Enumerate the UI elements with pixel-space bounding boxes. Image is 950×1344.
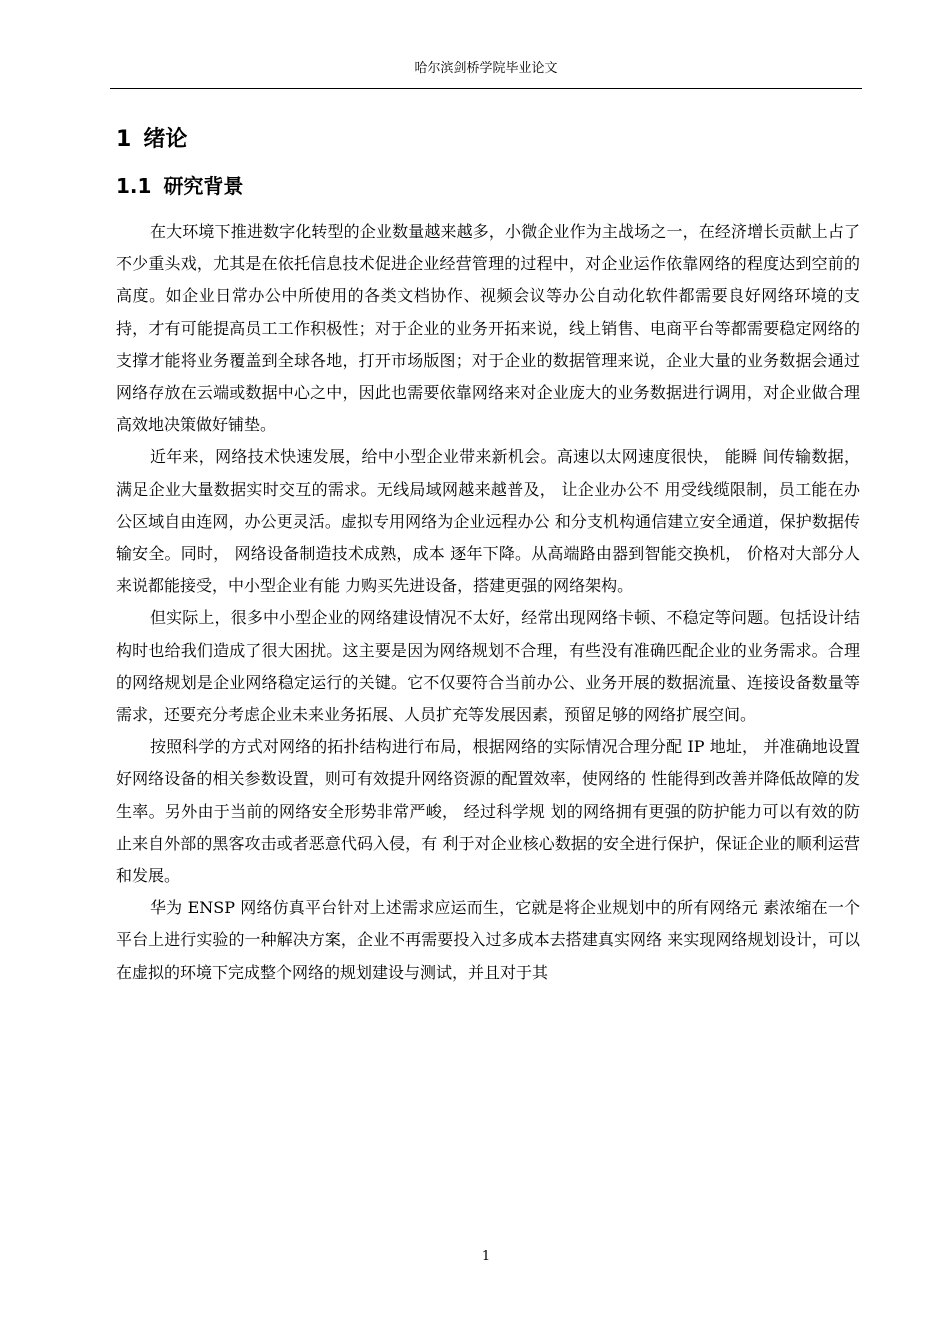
body-text bbox=[116, 216, 860, 989]
paragraph-3: 但实际上，很多中小型企业的网络建设情况不太好，经常出现网络卡顿、不稳定等问题。包括设计结构时也给我们造成了很大困扰。这主要是因为网络规划不合理，有些没有准确匹配企业的业务需求。合理的网络规划是企业网络稳定运行的关键。它不仅要符合当前办公、业务开展的数据流量、连接设备数量等需求，还要充分考虑企业未来业务拓展、人员扩充等发展因素，预留足够的网络扩展空间。 bbox=[116, 608, 860, 725]
chapter-title-text: 绪论 bbox=[143, 127, 188, 152]
paragraph-5: 华为 ENSP 网络仿真平台针对上述需求应运而生，它就是将企业规划中的所有网络元 素浓缩在一个平台上进行实验的一种解决方案，企业不再需要投入过多成本去搭建真实网络 来实现网络规划设计，可以在虚拟的环境下完成整个网络的规划建设与测试，并且对于其 bbox=[116, 898, 860, 982]
page-number: 1 bbox=[481, 1249, 491, 1264]
section-title bbox=[116, 168, 243, 204]
header-rule bbox=[110, 88, 862, 89]
chapter-title bbox=[116, 122, 187, 158]
section-title-text: 研究背景 bbox=[163, 174, 244, 198]
chapter-number: 1 bbox=[116, 127, 132, 152]
paragraph-2: 近年来，网络技术快速发展，给中小型企业带来新机会。高速以太网速度很快， 能瞬 间传输数据，满足企业大量数据实时交互的需求。无线局域网越来越普及， 让企业办公不 用受线缆限制，员工能在办公区域自由连网，办公更灵活。虚拟专用网络为企业远程办公 和分支机构通信建立安全通道，保护数据传输安全。同时， 网络设备制造技术成熟，成本 逐年下降。从高端路由器到智能交换机， 价格对大部分人来说都能接受，中小型企业有能 力购买先进设备，搭建更强的网络架构。 bbox=[116, 447, 860, 596]
section-number: 1.1 bbox=[116, 174, 152, 198]
page-header: 哈尔滨剑桥学院毕业论文 bbox=[414, 61, 558, 76]
paragraph-1: 在大环境下推进数字化转型的企业数量越来越多，小微企业作为主战场之一，在经济增长贡献上占了不少重头戏，尤其是在依托信息技术促进企业经营管理的过程中，对企业运作依靠网络的程度达到空前的高度。如企业日常办公中所使用的各类文档协作、视频会议等办公自动化软件都需要良好网络环境的支持，才有可能提高员工工作积极性；对于企业的业务开拓来说，线上销售、电商平台等都需要稳定网络的支撑才能将业务覆盖到全球各地，打开市场版图；对于企业的数据管理来说，企业大量的业务数据会通过网络存放在云端或数据中心之中，因此也需要依靠网络来对企业庞大的业务数据进行调用，对企业做合理高效地决策做好铺垫。 bbox=[116, 222, 860, 435]
paragraph-4: 按照科学的方式对网络的拓扑结构进行布局，根据网络的实际情况合理分配 IP 地址， 并准确地设置好网络设备的相关参数设置，则可有效提升网络资源的配置效率，使网络的 性能得到改善并降低故障的发生率。另外由于当前的网络安全形势非常严峻， 经过科学规 划的网络拥有更强的防护能力可以有效的防止来自外部的黑客攻击或者恶意代码入侵，有 利于对企业核心数据的安全进行保护，保证企业的顺利运营和发展。 bbox=[116, 737, 860, 886]
